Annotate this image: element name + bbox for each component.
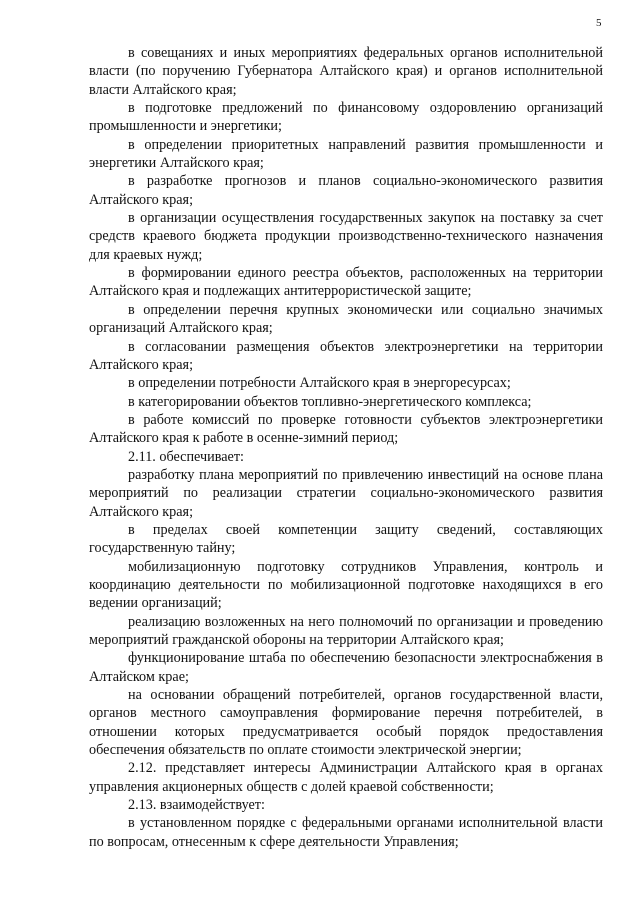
document-body [89,44,603,851]
paragraph: в совещаниях и иных мероприятиях федеральных органов исполнительной власти (по поручению Губернатора Алтайского края) и органов исполнительной власти Алтайского края; [89,45,603,98]
paragraph: в согласовании размещения объектов электроэнергетики на территории Алтайского края; [89,338,603,373]
paragraph: в работе комиссий по проверке готовности субъектов электроэнергетики Алтайского края к работе в осенне-зимний период; [89,411,603,447]
section-heading: 2.11. обеспечивает: [128,448,244,465]
paragraph: в организации осуществления государственных закупок на поставку за счет средств краевого бюджета продукции производственно-технического назначения для краевых нужд; [89,210,603,263]
section-heading: 2.13. взаимодействует: [128,797,265,814]
paragraph: в разработке прогнозов и планов социально-экономического развития Алтайского края; [89,173,603,208]
paragraph: функционирование штаба по обеспечению безопасности электроснабжения в Алтайском крае; [89,650,603,685]
paragraph: на основании обращений потребителей, органов государственной власти, органов местного самоуправления формирование перечня потребителей, в отношении которых предусматривается особый порядок предоставления обеспечения обязательств по оплате стоимости электрической энергии; [89,687,603,759]
page-number: 5 [596,17,602,29]
paragraph: 2.12. представляет интересы Администрации Алтайского края в органах управления акционерных обществ с долей краевой собственности; [89,760,603,795]
paragraph: мобилизационную подготовку сотрудников Управления, контроль и координацию деятельности по мобилизационной подготовке находящихся в его ведении организаций; [89,558,603,612]
paragraph: в категорировании объектов топливно-энергетического комплекса; [128,393,532,410]
paragraph: в формировании единого реестра объектов, расположенных на территории Алтайского края и подлежащих антитеррористической защите; [89,265,603,300]
paragraph: в установленном порядке с федеральными органами исполнительной власти по вопросам, отнесенным к сфере деятельности Управления; [89,815,603,850]
paragraph: разработку плана мероприятий по привлечению инвестиций на основе плана мероприятий по реализации стратегии социально-экономического развития Алтайского края; [89,466,603,520]
paragraph: в определении перечня крупных экономически или социально значимых организаций Алтайского края; [89,301,603,337]
paragraph: в пределах своей компетенции защиту сведений, составляющих государственную тайну; [89,521,603,557]
paragraph: в определении потребности Алтайского края в энергоресурсах; [128,375,511,392]
paragraph: в определении приоритетных направлений развития промышленности и энергетики Алтайского края; [89,136,603,172]
paragraph: в подготовке предложений по финансовому оздоровлению организаций промышленности и энергетики; [89,100,603,135]
paragraph: реализацию возложенных на него полномочий по организации и проведению мероприятий гражданской обороны на территории Алтайского края; [89,613,603,648]
